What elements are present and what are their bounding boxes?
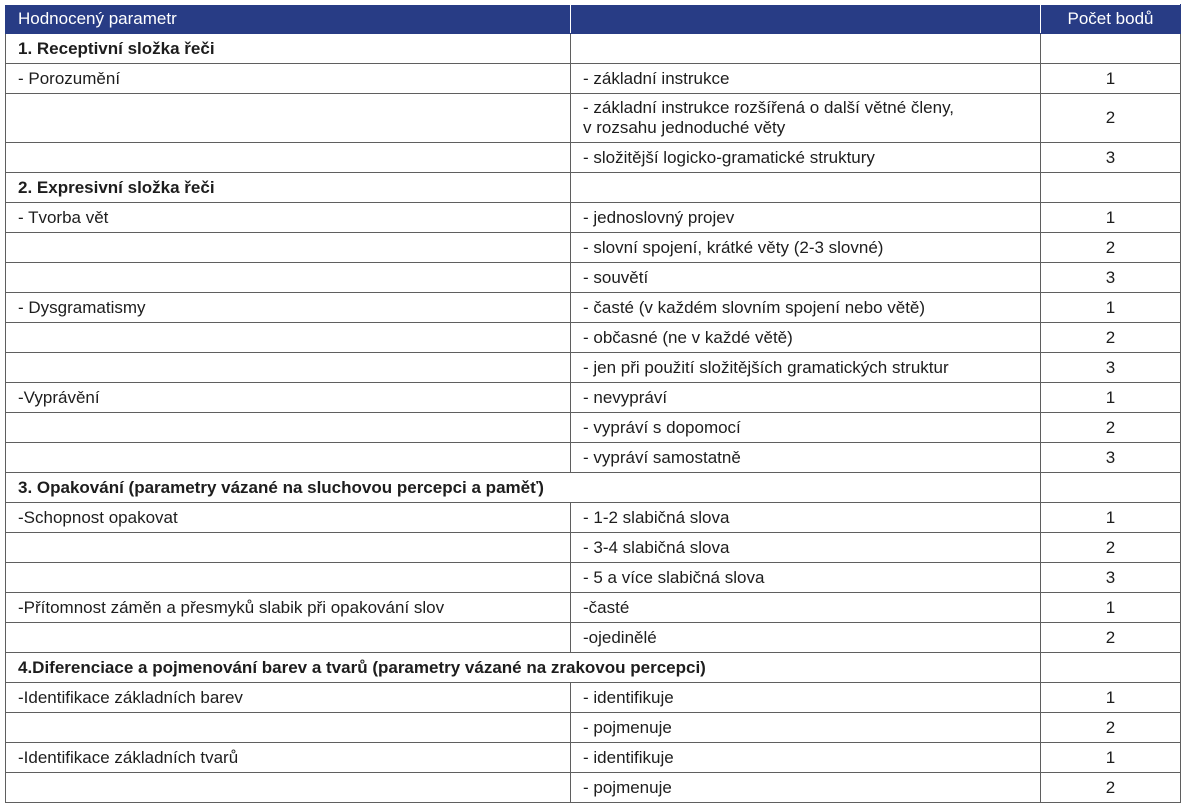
detail-cell: - 5 a více slabičná slova bbox=[571, 563, 1041, 593]
table-row bbox=[6, 593, 1181, 623]
scoring-table-container bbox=[5, 4, 1181, 803]
points-cell: 2 bbox=[1041, 323, 1181, 353]
scoring-table bbox=[5, 4, 1181, 803]
points-cell: 3 bbox=[1041, 263, 1181, 293]
points-cell: 2 bbox=[1041, 623, 1181, 653]
parameter-cell: - Dysgramatismy bbox=[6, 293, 571, 323]
table-row bbox=[6, 293, 1181, 323]
points-cell: 1 bbox=[1041, 683, 1181, 713]
table-row bbox=[6, 713, 1181, 743]
header-points: Počet bodů bbox=[1041, 5, 1181, 34]
detail-cell: - souvětí bbox=[571, 263, 1041, 293]
section-title: 4.Diferenciace a pojmenování barev a tvarů (parametry vázané na zrakovou percepci) bbox=[6, 653, 1041, 683]
parameter-cell: -Vyprávění bbox=[6, 383, 571, 413]
points-cell: 1 bbox=[1041, 293, 1181, 323]
parameter-cell bbox=[6, 263, 571, 293]
parameter-cell bbox=[6, 623, 571, 653]
parameter-cell bbox=[6, 143, 571, 173]
detail-line: - základní instrukce rozšířená o další větné členy, bbox=[583, 98, 955, 117]
table-row bbox=[6, 413, 1181, 443]
header-detail bbox=[571, 5, 1041, 34]
empty-cell bbox=[571, 173, 1041, 203]
section-title: 2. Expresivní složka řeči bbox=[6, 173, 571, 203]
parameter-cell bbox=[6, 413, 571, 443]
points-cell: 3 bbox=[1041, 353, 1181, 383]
section-row bbox=[6, 34, 1181, 64]
table-row bbox=[6, 203, 1181, 233]
detail-cell: - vypráví s dopomocí bbox=[571, 413, 1041, 443]
table-row bbox=[6, 263, 1181, 293]
parameter-cell: - Porozumění bbox=[6, 64, 571, 94]
detail-cell: - pojmenuje bbox=[571, 773, 1041, 803]
parameter-cell bbox=[6, 563, 571, 593]
parameter-cell: - Tvorba vět bbox=[6, 203, 571, 233]
points-cell: 3 bbox=[1041, 143, 1181, 173]
empty-cell bbox=[1041, 473, 1181, 503]
detail-cell: - časté (v každém slovním spojení nebo větě) bbox=[571, 293, 1041, 323]
table-row bbox=[6, 743, 1181, 773]
table-row bbox=[6, 623, 1181, 653]
points-cell: 1 bbox=[1041, 64, 1181, 94]
section-title: 3. Opakování (parametry vázané na sluchovou percepci a paměť) bbox=[6, 473, 1041, 503]
points-cell: 3 bbox=[1041, 563, 1181, 593]
detail-cell: - vypráví samostatně bbox=[571, 443, 1041, 473]
table-row bbox=[6, 383, 1181, 413]
parameter-cell bbox=[6, 94, 571, 143]
parameter-cell bbox=[6, 773, 571, 803]
points-cell: 2 bbox=[1041, 773, 1181, 803]
table-row bbox=[6, 143, 1181, 173]
points-cell: 2 bbox=[1041, 533, 1181, 563]
detail-cell: - slovní spojení, krátké věty (2-3 slovné) bbox=[571, 233, 1041, 263]
table-row bbox=[6, 233, 1181, 263]
section-row bbox=[6, 473, 1181, 503]
detail-cell: - jen při použití složitějších gramatických struktur bbox=[571, 353, 1041, 383]
detail-cell: - 1-2 slabičná slova bbox=[571, 503, 1041, 533]
table-row bbox=[6, 323, 1181, 353]
points-cell: 1 bbox=[1041, 593, 1181, 623]
table-row bbox=[6, 503, 1181, 533]
section-row bbox=[6, 173, 1181, 203]
parameter-cell bbox=[6, 323, 571, 353]
detail-cell: - občasné (ne v každé větě) bbox=[571, 323, 1041, 353]
table-row bbox=[6, 94, 1181, 143]
header-parameter: Hodnocený parametr bbox=[6, 5, 571, 34]
table-row bbox=[6, 563, 1181, 593]
points-cell: 1 bbox=[1041, 383, 1181, 413]
detail-cell: - identifikuje bbox=[571, 743, 1041, 773]
empty-cell bbox=[571, 34, 1041, 64]
detail-cell: - základní instrukce bbox=[571, 64, 1041, 94]
points-cell: 3 bbox=[1041, 443, 1181, 473]
points-cell: 1 bbox=[1041, 503, 1181, 533]
detail-cell: - nevypráví bbox=[571, 383, 1041, 413]
detail-cell: -časté bbox=[571, 593, 1041, 623]
parameter-cell: -Identifikace základních tvarů bbox=[6, 743, 571, 773]
table-row bbox=[6, 683, 1181, 713]
detail-cell bbox=[571, 94, 1041, 143]
points-cell: 1 bbox=[1041, 743, 1181, 773]
table-row bbox=[6, 443, 1181, 473]
table-header-row bbox=[6, 5, 1181, 34]
parameter-cell bbox=[6, 533, 571, 563]
section-title: 1. Receptivní složka řeči bbox=[6, 34, 571, 64]
points-cell: 2 bbox=[1041, 233, 1181, 263]
parameter-cell: -Schopnost opakovat bbox=[6, 503, 571, 533]
parameter-cell bbox=[6, 713, 571, 743]
empty-cell bbox=[1041, 34, 1181, 64]
parameter-cell bbox=[6, 443, 571, 473]
parameter-cell: -Identifikace základních barev bbox=[6, 683, 571, 713]
table-row bbox=[6, 533, 1181, 563]
section-row bbox=[6, 653, 1181, 683]
table-row bbox=[6, 773, 1181, 803]
table-row bbox=[6, 353, 1181, 383]
parameter-cell bbox=[6, 233, 571, 263]
table-body bbox=[6, 34, 1181, 803]
points-cell: 2 bbox=[1041, 713, 1181, 743]
points-cell: 2 bbox=[1041, 94, 1181, 143]
table-row bbox=[6, 64, 1181, 94]
detail-cell: - pojmenuje bbox=[571, 713, 1041, 743]
detail-cell: - složitější logicko-gramatické struktury bbox=[571, 143, 1041, 173]
parameter-cell: -Přítomnost záměn a přesmyků slabik při opakování slov bbox=[6, 593, 571, 623]
detail-cell: - identifikuje bbox=[571, 683, 1041, 713]
empty-cell bbox=[1041, 653, 1181, 683]
detail-cell: - 3-4 slabičná slova bbox=[571, 533, 1041, 563]
points-cell: 2 bbox=[1041, 413, 1181, 443]
parameter-cell bbox=[6, 353, 571, 383]
empty-cell bbox=[1041, 173, 1181, 203]
points-cell: 1 bbox=[1041, 203, 1181, 233]
detail-cell: -ojedinělé bbox=[571, 623, 1041, 653]
detail-line: v rozsahu jednoduché věty bbox=[583, 118, 786, 137]
detail-cell: - jednoslovný projev bbox=[571, 203, 1041, 233]
